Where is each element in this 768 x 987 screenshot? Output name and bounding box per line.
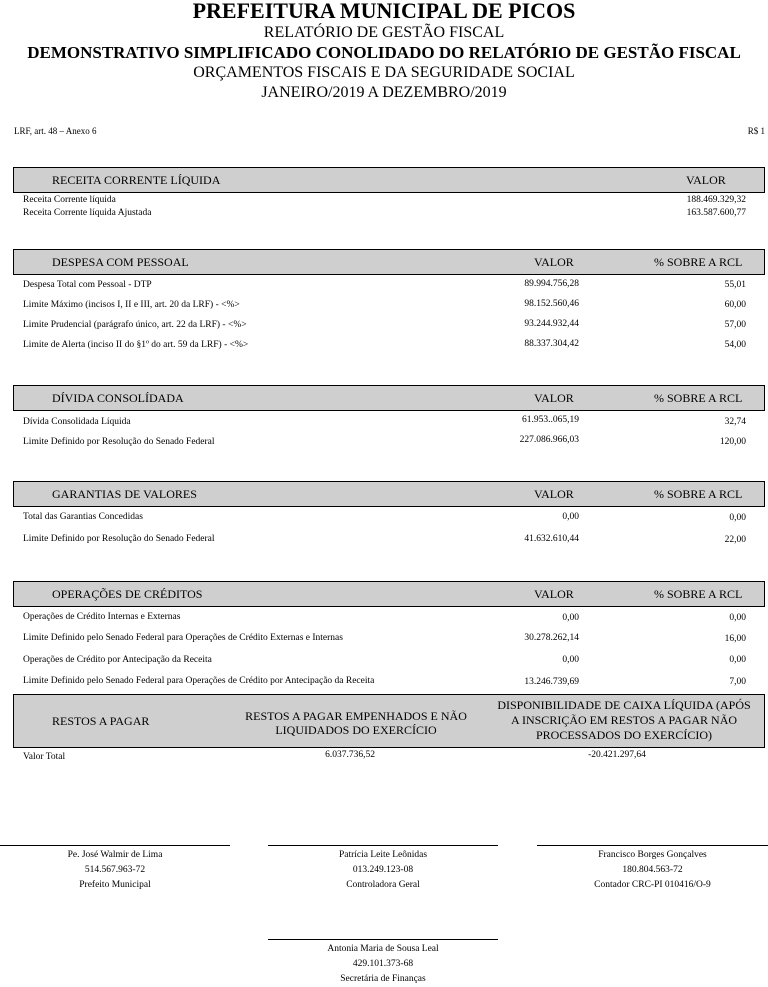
garantias-row-label: Limite Definido por Resolução do Senado Federal xyxy=(23,534,215,544)
signature-line xyxy=(0,845,230,846)
pessoal-row-pct: 57,00 xyxy=(724,320,746,330)
operacoes-row-valor: 0,00 xyxy=(562,613,579,623)
restos-header-bar xyxy=(13,694,765,748)
signature-line xyxy=(537,845,768,846)
garantias-row-valor: 0,00 xyxy=(562,512,579,522)
report-title: PREFEITURA MUNICIPAL DE PICOS xyxy=(192,0,576,23)
signature-name: Pe. José Walmir de Lima xyxy=(67,850,163,860)
garantias-row-pct: 0,00 xyxy=(729,513,746,523)
restos-row-empenhados: 6.037.736,52 xyxy=(325,750,375,760)
signature-role: Contador CRC-PI 010416/O-9 xyxy=(594,880,711,890)
divida-row-valor: 61.953..065,19 xyxy=(522,415,579,425)
report-scope: ORÇAMENTOS FISCAIS E DA SEGURIDADE SOCIAL xyxy=(193,64,575,81)
pessoal-row-label: Despesa Total com Pessoal - DTP xyxy=(23,280,152,290)
pessoal-row-pct: 54,00 xyxy=(724,340,746,350)
garantias-title: GARANTIAS DE VALORES xyxy=(52,487,197,501)
pessoal-row-valor: 93.244.932,44 xyxy=(524,319,579,329)
pessoal-row-label: Limite de Alerta (inciso II do §1º do art. 59 da LRF) - <%> xyxy=(23,340,249,350)
lrf-reference: LRF, art. 48 – Anexo 6 xyxy=(14,126,97,136)
restos-row-disponibilidade: -20.421.297,64 xyxy=(588,750,646,760)
operacoes-col-valor: VALOR xyxy=(534,587,574,601)
operacoes-row-pct: 7,00 xyxy=(729,677,746,687)
operacoes-row-pct: 16,00 xyxy=(724,634,746,644)
rcl-title: RECEITA CORRENTE LÍQUIDA xyxy=(52,173,221,187)
operacoes-row-pct: 0,00 xyxy=(729,613,746,623)
operacoes-title: OPERAÇÕES DE CRÉDITOS xyxy=(52,587,203,601)
signature-name: Francisco Borges Gonçalves xyxy=(598,850,707,860)
restos-col-empenhados: RESTOS A PAGAR EMPENHADOS E NÃO LIQUIDADOS DO EXERCÍCIO xyxy=(245,709,467,737)
signature-block xyxy=(537,848,768,893)
rcl-row-valor: 163.587.600,77 xyxy=(686,208,746,218)
rcl-row-valor: 188.469.329,32 xyxy=(686,195,746,205)
signature-line xyxy=(268,845,498,846)
report-heading: DEMONSTRATIVO SIMPLIFICADO CONOLIDADO DO RELATÓRIO DE GESTÃO FISCAL xyxy=(27,43,741,62)
garantias-row-pct: 22,00 xyxy=(724,535,746,545)
divida-row-label: Limite Definido por Resolução do Senado Federal xyxy=(23,437,215,447)
operacoes-row-pct: 0,00 xyxy=(729,655,746,665)
divida-col-valor: VALOR xyxy=(534,391,574,405)
operacoes-row-label: Limite Definido pelo Senado Federal para Operações de Crédito Externas e Internas xyxy=(23,633,343,643)
signature-block xyxy=(268,848,498,893)
operacoes-row-label: Limite Definido pelo Senado Federal para Operações de Crédito por Antecipação da Receita xyxy=(23,676,375,686)
signature-line xyxy=(268,939,498,940)
garantias-row-valor: 41.632.610,44 xyxy=(524,534,579,544)
report-subtitle: RELATÓRIO DE GESTÃO FISCAL xyxy=(263,24,505,41)
signature-doc: 180.804.563-72 xyxy=(622,865,683,875)
garantias-header-bar xyxy=(13,481,765,507)
pessoal-header-bar xyxy=(13,249,765,275)
pessoal-row-pct: 60,00 xyxy=(724,300,746,310)
operacoes-row-valor: 0,00 xyxy=(562,655,579,665)
divida-row-pct: 32,74 xyxy=(724,417,746,427)
pessoal-col-valor: VALOR xyxy=(534,255,574,269)
signature-doc: 429.101.373-68 xyxy=(352,959,414,969)
operacoes-row-valor: 13.246.739,69 xyxy=(524,677,579,687)
divida-title: DÍVIDA CONSOLÍDADA xyxy=(52,391,184,405)
operacoes-row-valor: 30.278.262,14 xyxy=(524,633,579,643)
pessoal-row-valor: 88.337.304,42 xyxy=(524,339,579,349)
report-period: JANEIRO/2019 A DEZEMBRO/2019 xyxy=(261,84,507,101)
restos-row-label: Valor Total xyxy=(23,752,66,762)
currency-unit: R$ 1 xyxy=(747,126,765,136)
garantias-row-label: Total das Garantias Concedidas xyxy=(23,512,143,522)
signature-role: Prefeito Municipal xyxy=(79,880,151,890)
operacoes-col-pct: % SOBRE A RCL xyxy=(654,587,743,601)
pessoal-row-label: Limite Máximo (incisos I, II e III, art. 20 da LRF) - <%> xyxy=(23,300,240,310)
pessoal-row-valor: 98.152.560,46 xyxy=(524,299,579,309)
signature-role: Controladora Geral xyxy=(346,880,420,890)
divida-col-pct: % SOBRE A RCL xyxy=(654,391,743,405)
operacoes-row-label: Operações de Crédito Internas e Externas xyxy=(23,612,181,622)
pessoal-row-valor: 89.994.756,28 xyxy=(524,279,579,289)
divida-row-label: Dívida Consolidada Líquida xyxy=(23,417,131,427)
signature-block xyxy=(0,848,230,893)
garantias-col-pct: % SOBRE A RCL xyxy=(654,487,743,501)
divida-row-pct: 120,00 xyxy=(719,437,746,447)
signature-name: Antonia Maria de Sousa Leal xyxy=(327,944,439,954)
signature-name: Patrícia Leite Leônidas xyxy=(338,850,428,860)
rcl-row-label: Receita Corrente líquida xyxy=(23,195,116,205)
divida-header-bar xyxy=(13,385,765,411)
operacoes-header-bar xyxy=(13,581,765,607)
pessoal-col-pct: % SOBRE A RCL xyxy=(654,255,743,269)
signature-role: Secretária de Finanças xyxy=(340,974,426,984)
rcl-header-bar xyxy=(13,167,765,193)
signature-doc: 514.567.963-72 xyxy=(84,865,146,875)
restos-title: RESTOS A PAGAR xyxy=(52,714,150,728)
signature-block xyxy=(268,942,498,987)
pessoal-row-label: Limite Prudencial (parágrafo único, art. 22 da LRF) - <%> xyxy=(23,320,247,330)
garantias-col-valor: VALOR xyxy=(534,487,574,501)
signature-doc: 013.249.123-08 xyxy=(352,865,414,875)
rcl-col-valor: VALOR xyxy=(686,173,726,187)
operacoes-row-label: Operações de Crédito por Antecipação da Receita xyxy=(23,655,212,665)
restos-col-disponibilidade: DISPONIBILIDADE DE CAIXA LÍQUIDA (APÓS A INSCRIÇÃO EM RESTOS A PAGAR NÃO PROCESSADOS DO EXERCÍCIO) xyxy=(497,698,751,742)
rcl-row-label: Receita Corrente líquida Ajustada xyxy=(23,208,152,218)
pessoal-row-pct: 55,01 xyxy=(724,280,746,290)
divida-row-valor: 227.086.966,03 xyxy=(519,435,579,445)
pessoal-title: DESPESA COM PESSOAL xyxy=(52,255,189,269)
